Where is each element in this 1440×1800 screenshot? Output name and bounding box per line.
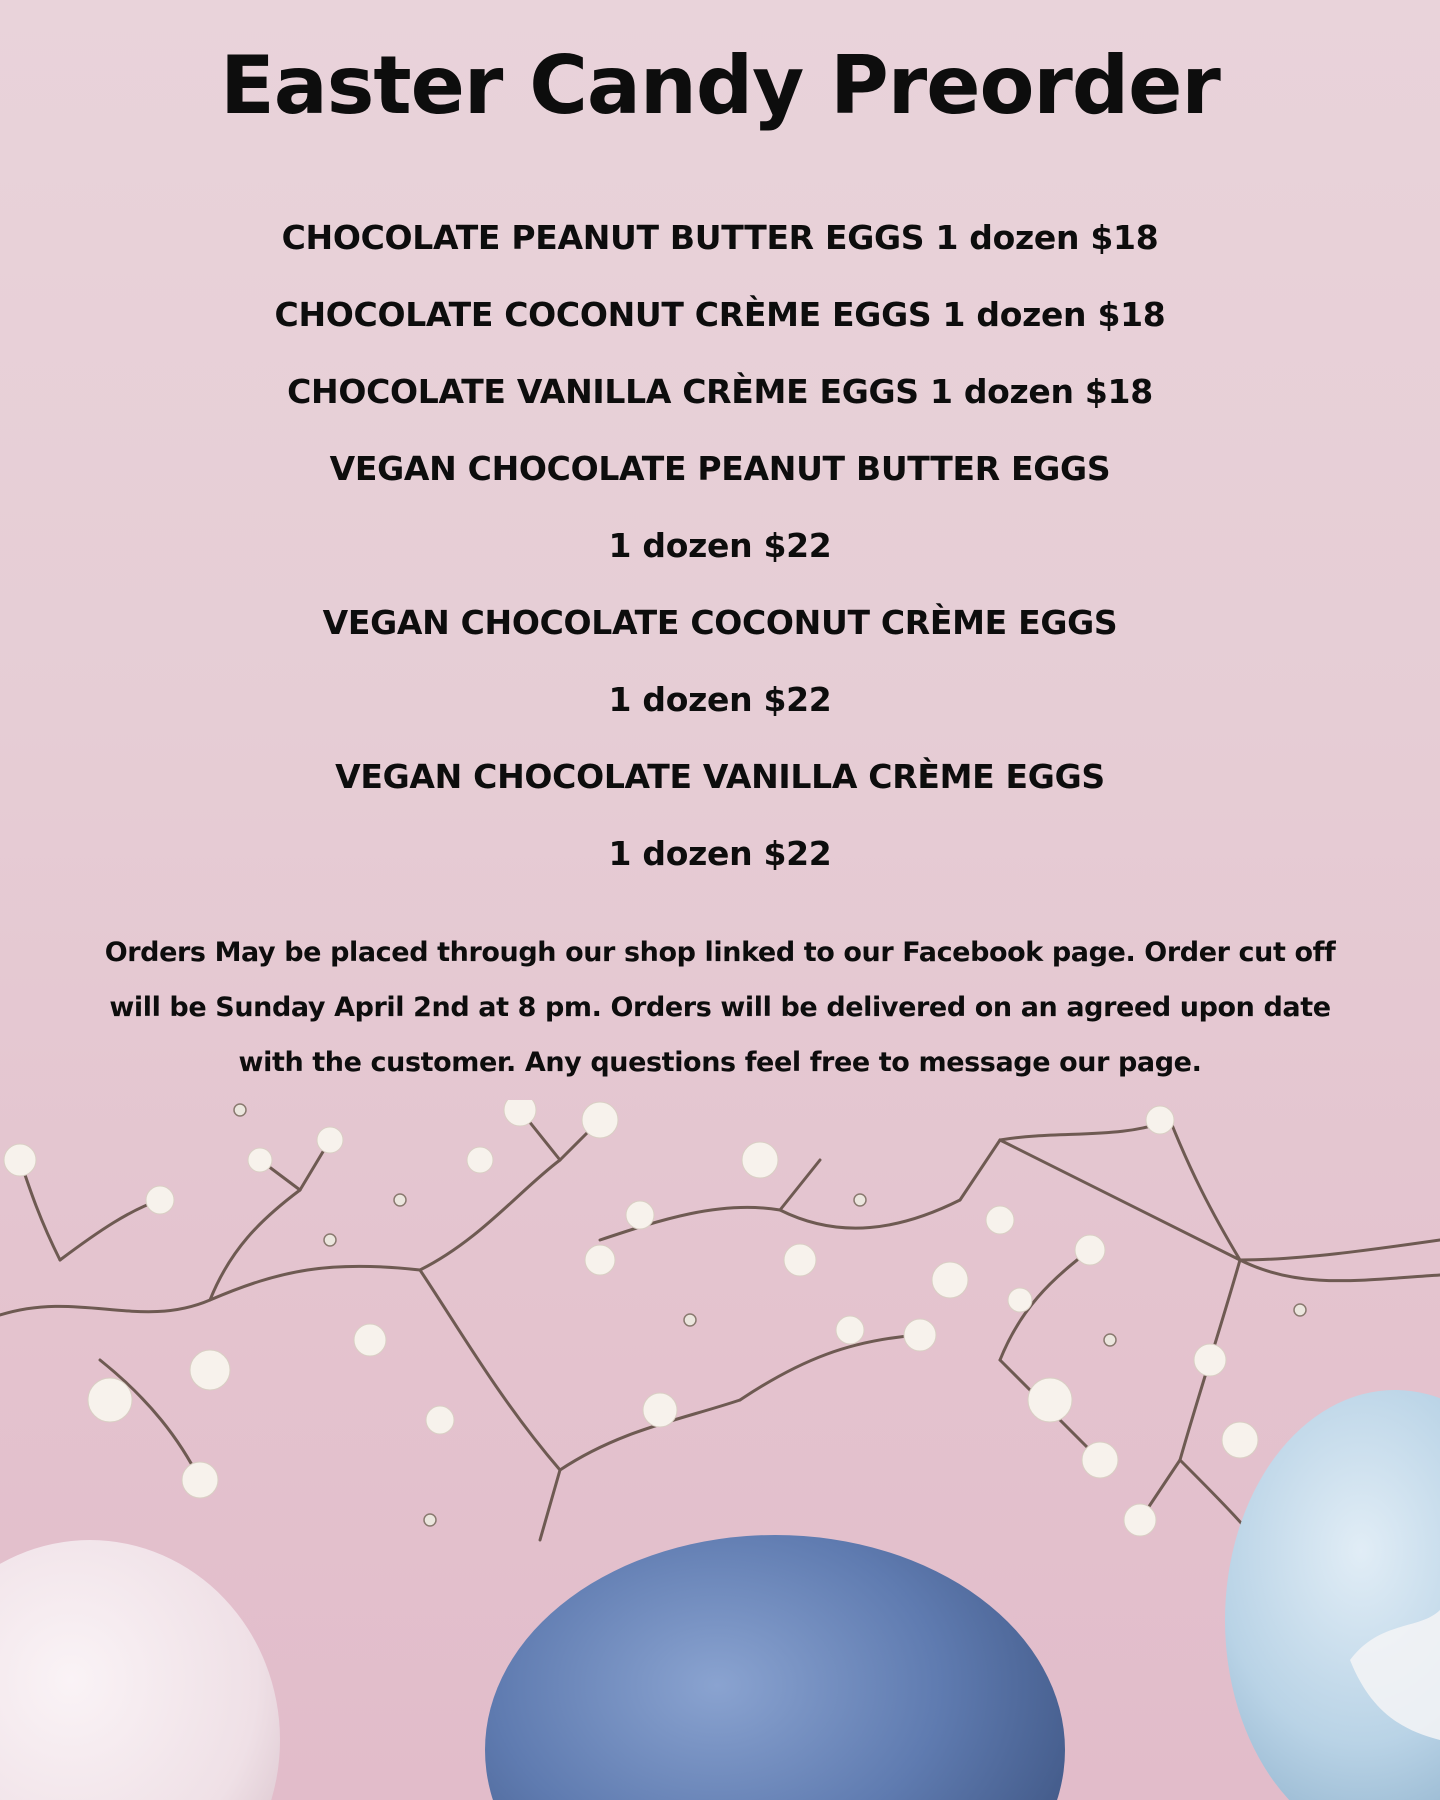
menu-item-price: 1 dozen $22 xyxy=(608,834,832,873)
menu-item-price: 1 dozen $22 xyxy=(608,680,832,719)
menu-item: VEGAN CHOCOLATE VANILLA CRÈME EGGS xyxy=(335,757,1105,796)
menu-item: CHOCOLATE VANILLA CRÈME EGGS 1 dozen $18 xyxy=(287,372,1153,411)
menu-list xyxy=(0,205,1440,898)
branches xyxy=(0,1110,1440,1570)
menu-item: CHOCOLATE COCONUT CRÈME EGGS 1 dozen $18 xyxy=(274,295,1166,334)
easter-decoration xyxy=(0,1100,1440,1800)
order-instructions: Orders May be placed through our shop linked to our Facebook page. Order cut off will be Sunday April 2nd at 8 pm. Orders will be delivered on an agreed upon date with the customer. Any questions feel free to message our page. xyxy=(104,937,1336,1078)
menu-item: VEGAN CHOCOLATE COCONUT CRÈME EGGS xyxy=(322,603,1118,642)
blue-egg xyxy=(485,1535,1065,1800)
page-title: Easter Candy Preorder xyxy=(220,39,1220,132)
menu-item-price: 1 dozen $22 xyxy=(608,526,832,565)
easter-eggs xyxy=(0,1390,1440,1800)
pink-egg xyxy=(0,1540,280,1800)
light-blue-egg xyxy=(1225,1390,1440,1800)
baby-breath-flowers xyxy=(4,1100,1294,1584)
menu-item: VEGAN CHOCOLATE PEANUT BUTTER EGGS xyxy=(329,449,1111,488)
menu-item: CHOCOLATE PEANUT BUTTER EGGS 1 dozen $18 xyxy=(281,218,1159,257)
